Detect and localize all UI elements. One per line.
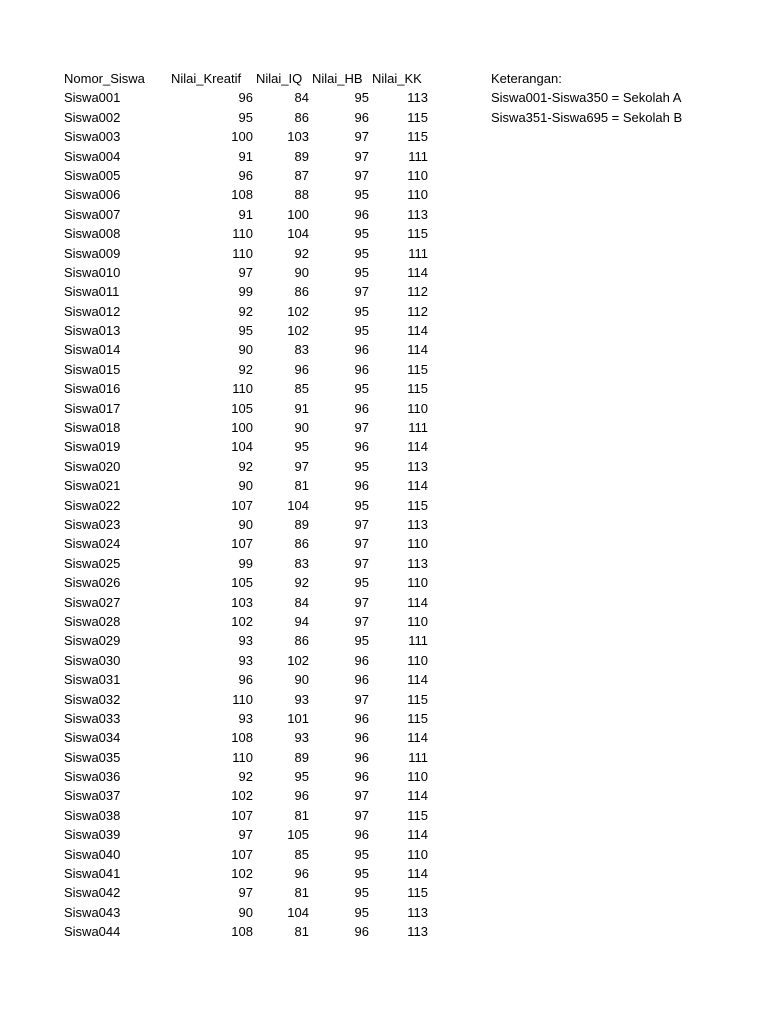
cell-nilai-iq[interactable]: 85 (294, 846, 309, 862)
cell-nilai-hb[interactable]: 95 (354, 323, 369, 339)
cell-nilai-kk[interactable]: 114 (407, 342, 428, 358)
cell-nilai-kk[interactable]: 114 (407, 788, 428, 804)
cell-nilai-iq[interactable]: 102 (287, 323, 309, 339)
cell-nilai-kk[interactable]: 115 (407, 381, 428, 397)
cell-nilai-kreatif[interactable]: 108 (231, 187, 253, 203)
cell-nilai-kk[interactable]: 115 (407, 361, 428, 377)
cell-nilai-hb[interactable]: 96 (354, 749, 369, 765)
cell-nomor-siswa[interactable]: Siswa005 (64, 167, 121, 183)
cell-nomor-siswa[interactable]: Siswa044 (64, 924, 121, 940)
cell-nilai-hb[interactable]: 95 (354, 885, 369, 901)
cell-nilai-kk[interactable]: 113 (407, 90, 428, 106)
cell-nilai-kreatif[interactable]: 95 (238, 323, 253, 339)
cell-nilai-kk[interactable]: 114 (407, 594, 428, 610)
cell-nilai-kreatif[interactable]: 105 (231, 575, 253, 591)
cell-nomor-siswa[interactable]: Siswa015 (64, 361, 121, 377)
cell-nilai-hb[interactable]: 95 (354, 245, 369, 261)
cell-nilai-kreatif[interactable]: 99 (238, 555, 253, 571)
cell-nilai-iq[interactable]: 96 (294, 788, 309, 804)
cell-nilai-hb[interactable]: 96 (354, 478, 369, 494)
cell-nilai-hb[interactable]: 96 (354, 924, 369, 940)
cell-nilai-iq[interactable]: 88 (294, 187, 309, 203)
cell-nilai-kk[interactable]: 110 (407, 536, 428, 552)
cell-nilai-hb[interactable]: 96 (354, 769, 369, 785)
cell-nilai-iq[interactable]: 90 (294, 264, 309, 280)
cell-nomor-siswa[interactable]: Siswa010 (64, 264, 121, 280)
cell-nomor-siswa[interactable]: Siswa024 (64, 536, 121, 552)
cell-nomor-siswa[interactable]: Siswa043 (64, 904, 121, 920)
cell-nilai-iq[interactable]: 89 (294, 516, 309, 532)
cell-nilai-iq[interactable]: 90 (294, 420, 309, 436)
cell-nilai-kk[interactable]: 110 (407, 846, 428, 862)
cell-nilai-hb[interactable]: 95 (354, 90, 369, 106)
cell-nilai-kk[interactable]: 115 (407, 691, 428, 707)
cell-nilai-kk[interactable]: 114 (407, 323, 428, 339)
cell-nilai-kreatif[interactable]: 97 (238, 885, 253, 901)
cell-nomor-siswa[interactable]: Siswa041 (64, 866, 121, 882)
cell-nilai-kk[interactable]: 115 (407, 885, 428, 901)
cell-nilai-iq[interactable]: 103 (287, 129, 309, 145)
cell-nilai-hb[interactable]: 95 (354, 303, 369, 319)
cell-nilai-kk[interactable]: 110 (407, 652, 428, 668)
cell-nilai-iq[interactable]: 86 (294, 536, 309, 552)
cell-nilai-iq[interactable]: 104 (287, 904, 309, 920)
cell-nilai-iq[interactable]: 91 (294, 400, 309, 416)
cell-nilai-hb[interactable]: 96 (354, 206, 369, 222)
cell-nilai-hb[interactable]: 96 (354, 710, 369, 726)
cell-nilai-hb[interactable]: 95 (354, 226, 369, 242)
cell-nilai-hb[interactable]: 95 (354, 458, 369, 474)
cell-nomor-siswa[interactable]: Siswa001 (64, 90, 121, 106)
cell-nilai-hb[interactable]: 95 (354, 497, 369, 513)
cell-nilai-iq[interactable]: 81 (294, 807, 309, 823)
cell-nomor-siswa[interactable]: Siswa036 (64, 769, 121, 785)
cell-nilai-kk[interactable]: 110 (407, 613, 428, 629)
cell-nilai-iq[interactable]: 84 (294, 594, 309, 610)
cell-nilai-kk[interactable]: 114 (407, 672, 428, 688)
cell-nilai-kk[interactable]: 114 (407, 439, 428, 455)
cell-nilai-kk[interactable]: 111 (408, 148, 428, 164)
cell-nilai-hb[interactable]: 97 (354, 129, 369, 145)
cell-nilai-kreatif[interactable]: 108 (231, 924, 253, 940)
notes-line-sekolah-a[interactable]: Siswa001-Siswa350 = Sekolah A (491, 90, 682, 106)
cell-nilai-kreatif[interactable]: 102 (231, 866, 253, 882)
cell-nilai-hb[interactable]: 97 (354, 691, 369, 707)
cell-nilai-hb[interactable]: 96 (354, 361, 369, 377)
cell-nilai-kreatif[interactable]: 96 (238, 672, 253, 688)
cell-nilai-kreatif[interactable]: 104 (231, 439, 253, 455)
cell-nilai-hb[interactable]: 97 (354, 555, 369, 571)
cell-nilai-iq[interactable]: 81 (294, 885, 309, 901)
header-nilai-kreatif[interactable]: Nilai_Kreatif (171, 71, 242, 86)
cell-nilai-kk[interactable]: 112 (407, 284, 428, 300)
cell-nilai-kk[interactable]: 115 (407, 109, 428, 125)
cell-nilai-hb[interactable]: 97 (354, 788, 369, 804)
cell-nomor-siswa[interactable]: Siswa020 (64, 458, 121, 474)
cell-nilai-iq[interactable]: 95 (294, 439, 309, 455)
cell-nilai-kk[interactable]: 111 (408, 749, 428, 765)
cell-nilai-kreatif[interactable]: 92 (238, 303, 253, 319)
cell-nilai-kreatif[interactable]: 107 (231, 497, 253, 513)
cell-nilai-hb[interactable]: 97 (354, 148, 369, 164)
cell-nilai-hb[interactable]: 96 (354, 400, 369, 416)
cell-nilai-iq[interactable]: 85 (294, 381, 309, 397)
cell-nilai-kreatif[interactable]: 100 (231, 420, 253, 436)
cell-nilai-hb[interactable]: 95 (354, 187, 369, 203)
cell-nomor-siswa[interactable]: Siswa035 (64, 749, 121, 765)
cell-nilai-iq[interactable]: 81 (294, 478, 309, 494)
cell-nomor-siswa[interactable]: Siswa030 (64, 652, 121, 668)
cell-nilai-iq[interactable]: 102 (287, 652, 309, 668)
cell-nilai-kreatif[interactable]: 107 (231, 807, 253, 823)
cell-nilai-kreatif[interactable]: 103 (231, 594, 253, 610)
cell-nilai-kk[interactable]: 112 (407, 303, 428, 319)
cell-nilai-kk[interactable]: 110 (407, 769, 428, 785)
cell-nilai-kk[interactable]: 115 (407, 497, 428, 513)
cell-nilai-hb[interactable]: 97 (354, 613, 369, 629)
cell-nilai-kreatif[interactable]: 92 (238, 361, 253, 377)
cell-nilai-kk[interactable]: 114 (407, 827, 428, 843)
cell-nilai-kreatif[interactable]: 102 (231, 788, 253, 804)
cell-nilai-hb[interactable]: 95 (354, 381, 369, 397)
cell-nilai-kreatif[interactable]: 110 (232, 749, 253, 765)
cell-nilai-iq[interactable]: 105 (287, 827, 309, 843)
cell-nilai-kk[interactable]: 114 (407, 264, 428, 280)
cell-nilai-kreatif[interactable]: 96 (238, 167, 253, 183)
cell-nomor-siswa[interactable]: Siswa009 (64, 245, 121, 261)
cell-nilai-iq[interactable]: 104 (287, 497, 309, 513)
cell-nilai-kreatif[interactable]: 90 (238, 904, 253, 920)
cell-nomor-siswa[interactable]: Siswa002 (64, 109, 121, 125)
cell-nomor-siswa[interactable]: Siswa033 (64, 710, 121, 726)
cell-nilai-hb[interactable]: 97 (354, 284, 369, 300)
cell-nilai-kk[interactable]: 110 (407, 167, 428, 183)
cell-nilai-kk[interactable]: 114 (407, 866, 428, 882)
cell-nilai-kk[interactable]: 113 (407, 206, 428, 222)
cell-nilai-kk[interactable]: 115 (407, 226, 428, 242)
cell-nilai-iq[interactable]: 95 (294, 769, 309, 785)
cell-nilai-iq[interactable]: 94 (294, 613, 309, 629)
cell-nilai-iq[interactable]: 93 (294, 730, 309, 746)
cell-nilai-iq[interactable]: 83 (294, 555, 309, 571)
cell-nilai-kreatif[interactable]: 100 (231, 129, 253, 145)
header-nilai-hb[interactable]: Nilai_HB (312, 71, 363, 86)
cell-nilai-kreatif[interactable]: 97 (238, 264, 253, 280)
cell-nilai-hb[interactable]: 96 (354, 672, 369, 688)
cell-nilai-hb[interactable]: 95 (354, 264, 369, 280)
cell-nilai-hb[interactable]: 96 (354, 827, 369, 843)
cell-nomor-siswa[interactable]: Siswa039 (64, 827, 121, 843)
cell-nilai-kreatif[interactable]: 107 (231, 536, 253, 552)
cell-nilai-kk[interactable]: 111 (408, 633, 428, 649)
cell-nilai-iq[interactable]: 93 (294, 691, 309, 707)
cell-nilai-hb[interactable]: 95 (354, 846, 369, 862)
cell-nilai-kk[interactable]: 113 (407, 555, 428, 571)
cell-nilai-kreatif[interactable]: 93 (238, 652, 253, 668)
cell-nilai-hb[interactable]: 97 (354, 594, 369, 610)
cell-nilai-kreatif[interactable]: 90 (238, 478, 253, 494)
cell-nilai-iq[interactable]: 92 (294, 245, 309, 261)
header-nomor-siswa[interactable]: Nomor_Siswa (64, 71, 145, 86)
cell-nomor-siswa[interactable]: Siswa012 (64, 303, 121, 319)
cell-nomor-siswa[interactable]: Siswa038 (64, 807, 121, 823)
cell-nilai-iq[interactable]: 96 (294, 361, 309, 377)
cell-nilai-iq[interactable]: 100 (287, 206, 309, 222)
cell-nilai-iq[interactable]: 89 (294, 749, 309, 765)
cell-nilai-iq[interactable]: 90 (294, 672, 309, 688)
cell-nomor-siswa[interactable]: Siswa017 (64, 400, 121, 416)
cell-nomor-siswa[interactable]: Siswa003 (64, 129, 121, 145)
cell-nilai-hb[interactable]: 96 (354, 652, 369, 668)
cell-nomor-siswa[interactable]: Siswa028 (64, 613, 121, 629)
cell-nilai-iq[interactable]: 84 (294, 90, 309, 106)
cell-nilai-hb[interactable]: 96 (354, 730, 369, 746)
notes-title[interactable]: Keterangan: (491, 71, 562, 86)
cell-nilai-hb[interactable]: 97 (354, 167, 369, 183)
cell-nilai-hb[interactable]: 96 (354, 342, 369, 358)
header-nilai-kk[interactable]: Nilai_KK (372, 71, 422, 86)
cell-nilai-hb[interactable]: 97 (354, 807, 369, 823)
cell-nilai-iq[interactable]: 102 (287, 303, 309, 319)
cell-nilai-kreatif[interactable]: 110 (232, 245, 253, 261)
cell-nomor-siswa[interactable]: Siswa022 (64, 497, 121, 513)
cell-nilai-iq[interactable]: 86 (294, 633, 309, 649)
notes-panel (491, 69, 682, 127)
cell-nilai-kreatif[interactable]: 93 (238, 633, 253, 649)
cell-nilai-kk[interactable]: 110 (407, 400, 428, 416)
cell-nilai-kk[interactable]: 115 (407, 710, 428, 726)
header-nilai-iq[interactable]: Nilai_IQ (256, 71, 303, 86)
cell-nilai-kk[interactable]: 113 (407, 516, 428, 532)
cell-nilai-hb[interactable]: 96 (354, 109, 369, 125)
cell-nilai-kreatif[interactable]: 96 (238, 90, 253, 106)
cell-nilai-kreatif[interactable]: 91 (238, 148, 253, 164)
cell-nomor-siswa[interactable]: Siswa007 (64, 206, 121, 222)
notes-line-sekolah-b[interactable]: Siswa351-Siswa695 = Sekolah B (491, 109, 683, 125)
cell-nomor-siswa[interactable]: Siswa025 (64, 555, 121, 571)
cell-nilai-hb[interactable]: 95 (354, 904, 369, 920)
cell-nilai-kreatif[interactable]: 108 (231, 730, 253, 746)
cell-nomor-siswa[interactable]: Siswa014 (64, 342, 121, 358)
cell-nilai-kreatif[interactable]: 110 (232, 226, 253, 242)
cell-nilai-kk[interactable]: 110 (407, 187, 428, 203)
cell-nilai-kreatif[interactable]: 97 (238, 827, 253, 843)
cell-nilai-hb[interactable]: 95 (354, 633, 369, 649)
cell-nilai-iq[interactable]: 83 (294, 342, 309, 358)
cell-nilai-kreatif[interactable]: 102 (231, 613, 253, 629)
cell-nomor-siswa[interactable]: Siswa008 (64, 226, 121, 242)
cell-nilai-hb[interactable]: 97 (354, 536, 369, 552)
cell-nilai-iq[interactable]: 97 (294, 458, 309, 474)
cell-nomor-siswa[interactable]: Siswa021 (64, 478, 121, 494)
cell-nilai-iq[interactable]: 96 (294, 866, 309, 882)
cell-nilai-kk[interactable]: 110 (407, 575, 428, 591)
cell-nilai-hb[interactable]: 97 (354, 516, 369, 532)
cell-nomor-siswa[interactable]: Siswa013 (64, 323, 121, 339)
cell-nilai-kreatif[interactable]: 107 (231, 846, 253, 862)
cell-nilai-kreatif[interactable]: 99 (238, 284, 253, 300)
cell-nomor-siswa[interactable]: Siswa023 (64, 516, 121, 532)
cell-nilai-kreatif[interactable]: 105 (231, 400, 253, 416)
cell-nilai-kreatif[interactable]: 91 (238, 206, 253, 222)
cell-nilai-hb[interactable]: 97 (354, 420, 369, 436)
cell-nilai-kreatif[interactable]: 95 (238, 109, 253, 125)
cell-nilai-hb[interactable]: 95 (354, 866, 369, 882)
cell-nilai-kk[interactable]: 114 (407, 478, 428, 494)
cell-nilai-iq[interactable]: 81 (294, 924, 309, 940)
cell-nomor-siswa[interactable]: Siswa018 (64, 420, 121, 436)
cell-nilai-kreatif[interactable]: 92 (238, 458, 253, 474)
cell-nilai-kk[interactable]: 115 (407, 129, 428, 145)
cell-nomor-siswa[interactable]: Siswa026 (64, 575, 121, 591)
cell-nilai-kreatif[interactable]: 90 (238, 342, 253, 358)
cell-nomor-siswa[interactable]: Siswa027 (64, 594, 121, 610)
cell-nomor-siswa[interactable]: Siswa029 (64, 633, 121, 649)
cell-nilai-kk[interactable]: 113 (407, 924, 428, 940)
cell-nilai-iq[interactable]: 104 (287, 226, 309, 242)
cell-nomor-siswa[interactable]: Siswa037 (64, 788, 121, 804)
cell-nilai-hb[interactable]: 95 (354, 575, 369, 591)
cell-nilai-iq[interactable]: 92 (294, 575, 309, 591)
cell-nilai-kk[interactable]: 114 (407, 730, 428, 746)
cell-nilai-iq[interactable]: 87 (294, 167, 309, 183)
cell-nilai-iq[interactable]: 86 (294, 109, 309, 125)
cell-nomor-siswa[interactable]: Siswa042 (64, 885, 121, 901)
cell-nomor-siswa[interactable]: Siswa016 (64, 381, 121, 397)
cell-nilai-kreatif[interactable]: 110 (232, 691, 253, 707)
cell-nilai-kk[interactable]: 111 (408, 245, 428, 261)
cell-nomor-siswa[interactable]: Siswa019 (64, 439, 121, 455)
cell-nilai-iq[interactable]: 86 (294, 284, 309, 300)
cell-nilai-kreatif[interactable]: 110 (232, 381, 253, 397)
cell-nilai-kreatif[interactable]: 93 (238, 710, 253, 726)
cell-nilai-kk[interactable]: 113 (407, 458, 428, 474)
cell-nomor-siswa[interactable]: Siswa034 (64, 730, 121, 746)
cell-nilai-hb[interactable]: 96 (354, 439, 369, 455)
cell-nilai-kk[interactable]: 113 (407, 904, 428, 920)
cell-nomor-siswa[interactable]: Siswa031 (64, 672, 121, 688)
cell-nomor-siswa[interactable]: Siswa040 (64, 846, 121, 862)
cell-nomor-siswa[interactable]: Siswa006 (64, 187, 121, 203)
cell-nomor-siswa[interactable]: Siswa004 (64, 148, 121, 164)
cell-nilai-iq[interactable]: 89 (294, 148, 309, 164)
cell-nilai-kk[interactable]: 111 (408, 420, 428, 436)
cell-nilai-iq[interactable]: 101 (287, 710, 309, 726)
cell-nomor-siswa[interactable]: Siswa032 (64, 691, 121, 707)
cell-nilai-kk[interactable]: 115 (407, 807, 428, 823)
cell-nilai-kreatif[interactable]: 90 (238, 516, 253, 532)
cell-nomor-siswa[interactable]: Siswa011 (64, 284, 120, 300)
cell-nilai-kreatif[interactable]: 92 (238, 769, 253, 785)
